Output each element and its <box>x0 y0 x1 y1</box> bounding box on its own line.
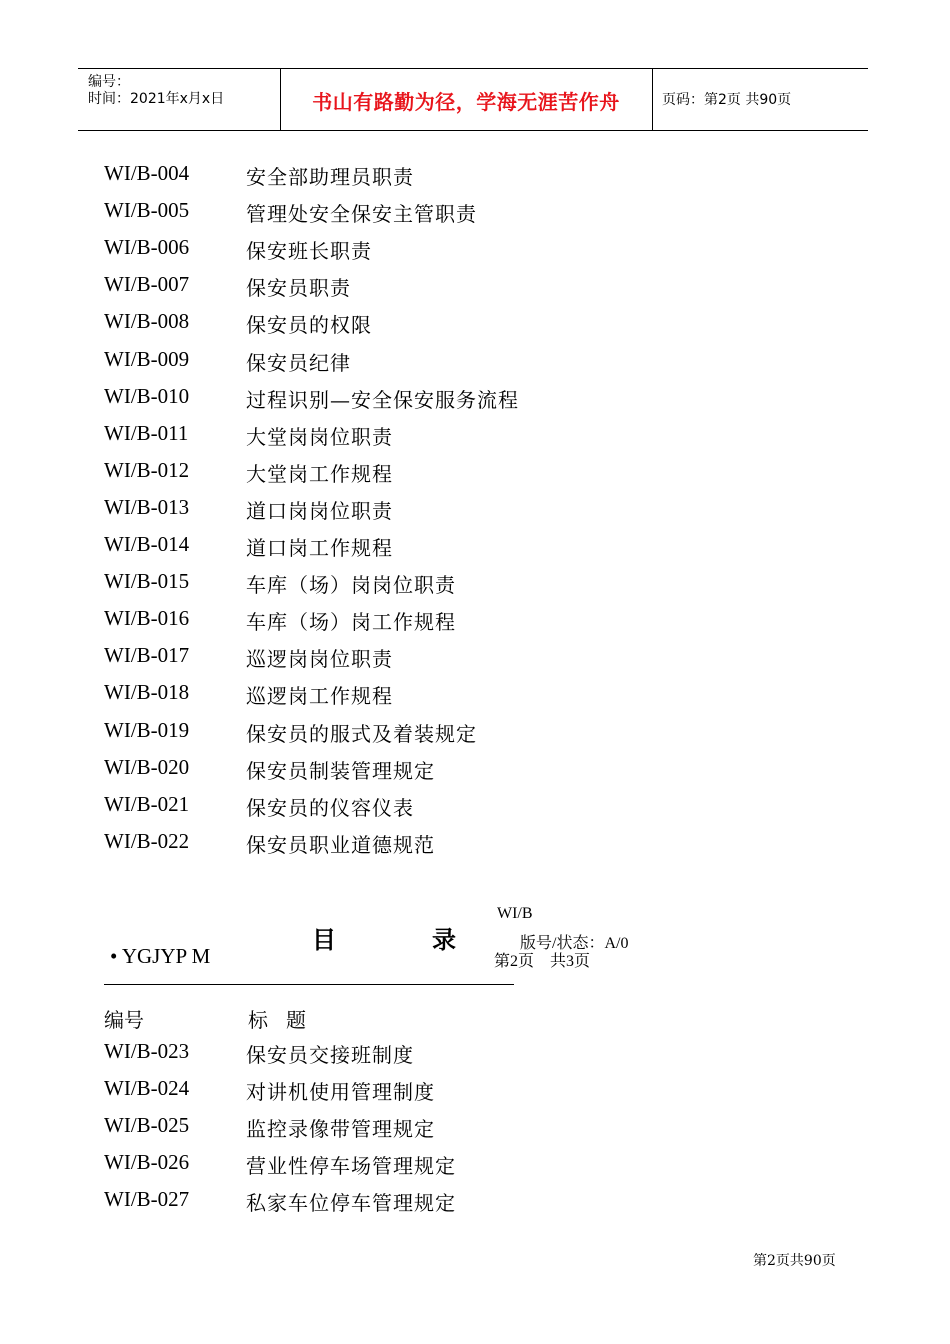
item-code: WI/B-026 <box>104 1150 190 1175</box>
header-divider <box>652 69 653 130</box>
item-code: WI/B-021 <box>104 791 190 816</box>
item-title: 大堂岗岗位职责 <box>246 424 393 449</box>
item-title: 车库（场）岗工作规程 <box>246 610 456 635</box>
page-footer: 第2页共90页 <box>753 1253 836 1269</box>
item-code: WI/B-017 <box>104 643 190 668</box>
item-title: 保安员职业道德规范 <box>246 832 435 857</box>
item-code: WI/B-015 <box>104 569 190 594</box>
item-title: 安全部助理员职责 <box>246 165 414 189</box>
column-header-title: 标题 <box>248 1008 324 1032</box>
item-code: WI/B-027 <box>104 1187 190 1212</box>
toc-title-left: 目 <box>312 926 336 954</box>
item-title: 保安员的服式及着装规定 <box>246 721 477 746</box>
item-title: 道口岗岗位职责 <box>246 498 393 523</box>
header-motto: 书山有路勤为径，学海无涯苦作舟 <box>312 90 620 114</box>
item-code: WI/B-022 <box>104 828 190 853</box>
item-code: WI/B-024 <box>104 1076 190 1101</box>
header-time-label: 时间：2021年x月x日 <box>88 91 225 107</box>
item-code: WI/B-005 <box>104 198 190 223</box>
item-title: 私家车位停车管理规定 <box>246 1191 456 1216</box>
item-title: 保安员职责 <box>246 276 351 301</box>
item-code: WI/B-014 <box>104 532 190 556</box>
item-title: 对讲机使用管理制度 <box>246 1080 435 1105</box>
toc-doc-code: WI/B <box>497 905 533 922</box>
item-title: 保安员制装管理规定 <box>246 758 435 783</box>
item-title: 保安员的仪容仪表 <box>246 795 414 820</box>
page-header <box>78 68 868 131</box>
item-title: 过程识别—安全保安服务流程 <box>246 387 519 412</box>
item-code: WI/B-010 <box>104 383 190 408</box>
item-code: WI/B-016 <box>104 606 190 631</box>
item-code: WI/B-020 <box>104 754 190 779</box>
header-number-label: 编号： <box>88 74 130 90</box>
item-title: 道口岗工作规程 <box>246 536 393 560</box>
toc-version: 版号/状态：A/0 <box>520 935 629 952</box>
item-code: WI/B-018 <box>104 680 190 705</box>
item-title: 保安员纪律 <box>246 350 351 375</box>
item-code: WI/B-013 <box>104 494 190 519</box>
item-code: WI/B-012 <box>104 457 190 482</box>
item-code: WI/B-004 <box>104 161 190 185</box>
toc-company: • YGJYP M <box>110 944 211 968</box>
header-page-label: 页码：第2页 共90页 <box>662 92 792 108</box>
item-title: 保安班长职责 <box>246 239 372 264</box>
item-title: 大堂岗工作规程 <box>246 461 393 486</box>
item-title: 巡逻岗岗位职责 <box>246 647 393 672</box>
toc-title-right: 录 <box>432 926 456 954</box>
item-code: WI/B-009 <box>104 346 190 371</box>
item-title: 管理处安全保安主管职责 <box>246 202 477 227</box>
item-code: WI/B-006 <box>104 235 190 260</box>
item-title: 监控录像带管理规定 <box>246 1117 435 1142</box>
item-title: 营业性停车场管理规定 <box>246 1154 456 1179</box>
item-title: 车库（场）岗岗位职责 <box>246 573 456 598</box>
item-code: WI/B-025 <box>104 1113 190 1138</box>
item-title: 保安员交接班制度 <box>246 1043 414 1067</box>
item-code: WI/B-011 <box>104 420 189 445</box>
column-header-code: 编号 <box>104 1008 144 1032</box>
toc-page: 第2页 共3页 <box>494 953 591 970</box>
item-code: WI/B-007 <box>104 272 190 297</box>
item-code: WI/B-023 <box>104 1039 190 1063</box>
item-title: 保安员的权限 <box>246 313 372 338</box>
item-code: WI/B-019 <box>104 717 190 742</box>
item-title: 巡逻岗工作规程 <box>246 684 393 709</box>
toc-rule <box>104 984 514 985</box>
item-code: WI/B-008 <box>104 309 190 334</box>
